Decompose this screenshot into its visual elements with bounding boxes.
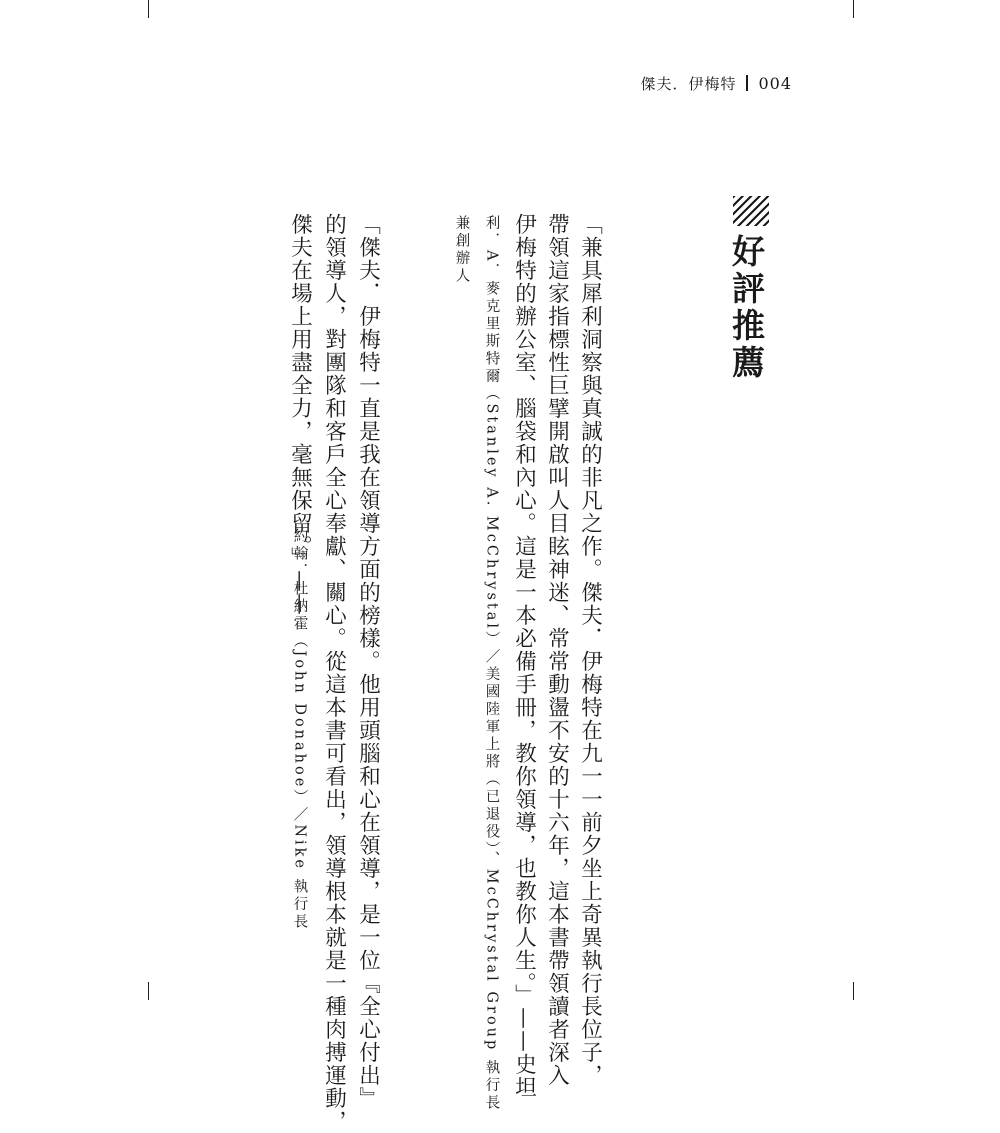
endorsement-2-attribution-1: 約翰．杜納霍（John Donahoe）／Nike 執行長	[291, 528, 308, 932]
endorsement-2-line-2: 的領導人，對團隊和客戶全心奉獻、關心。從這本書可看出，領導根本就是一種肉搏運動，	[321, 213, 347, 1133]
crop-mark-top-left	[148, 0, 149, 18]
endorsement-2-line-1: 「傑夫．伊梅特一直是我在領導方面的榜樣。他用頭腦和心在領導，是一位『全心付出』	[355, 213, 381, 1110]
hatch-ornament-icon	[733, 196, 769, 226]
header-author: 傑夫．伊梅特	[640, 74, 737, 93]
endorsement-1-line-2: 帶領這家指標性巨擘開啟叫人目眩神迷、常常動盪不安的十六年，這本書帶領讀者深入	[544, 213, 570, 1087]
endorsement-2-line-3: 傑夫在場上用盡全力，毫無保留。」——	[287, 213, 313, 617]
crop-mark-top-right	[853, 0, 854, 18]
header-divider	[746, 75, 748, 91]
endorsement-1-attribution-2: 兼創辦人	[453, 215, 470, 285]
running-header	[640, 70, 792, 96]
crop-mark-bottom-right	[853, 982, 854, 1000]
page-number: 004	[758, 73, 792, 93]
crop-mark-bottom-left	[148, 982, 149, 1000]
section-title: 好評推薦	[727, 234, 766, 382]
endorsement-1-line-1: 「兼具犀利洞察與真誠的非凡之作。傑夫．伊梅特在九一一前夕坐上奇異執行長位子，	[577, 213, 603, 1087]
endorsement-1-attribution-1: 利．A．麥克里斯特爾（Stanley A. McChrystal）／美國陸軍上將（已退役）、McChrystal Group 執行長	[483, 215, 500, 1113]
endorsement-1-line-3: 伊梅特的辦公室、腦袋和內心。這是一本必備手冊，教你領導，也教你人生。」——史坦	[511, 213, 537, 1100]
